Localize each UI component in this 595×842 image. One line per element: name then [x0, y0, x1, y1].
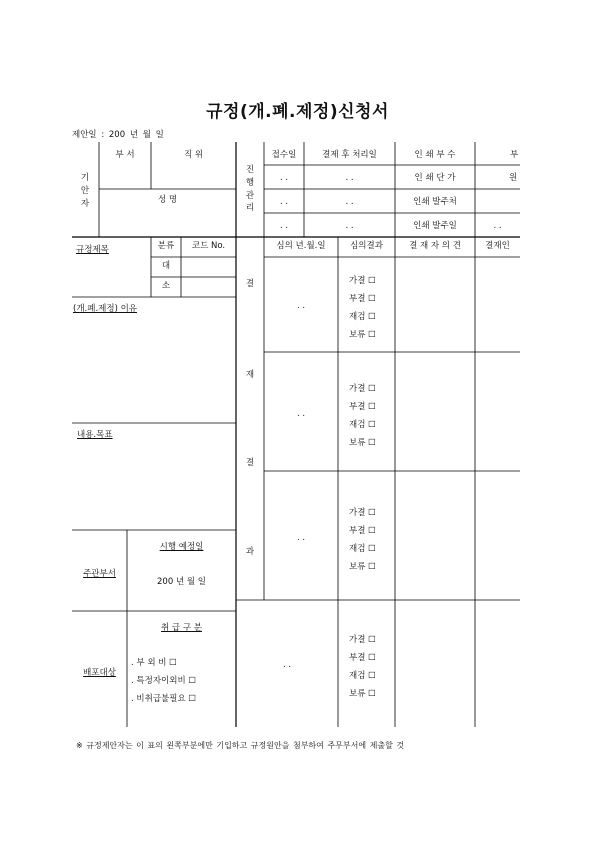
receipt-date-1: . .: [279, 173, 289, 183]
print-vendor-label: 인쇄 발주처: [413, 197, 457, 207]
review-date-4: . .: [282, 660, 292, 670]
result-hold[interactable]: 보류 ☐: [349, 330, 376, 340]
content-goal-label: 내용.목표: [77, 430, 113, 440]
name-label: 성 명: [157, 195, 178, 205]
result-pass[interactable]: 가결 ☐: [349, 384, 376, 394]
review-result-block-2: [349, 380, 376, 452]
reason-label: (개.폐.제정) 이유: [73, 304, 138, 314]
review-result-label: 심의결과: [350, 241, 383, 251]
print-copies-label: 인 쇄 부 수: [414, 150, 456, 160]
form-title: 규정(개.폐.제정)신청서: [206, 102, 389, 122]
position-label: 직 위: [183, 150, 204, 160]
post-approval-date-2: . .: [345, 197, 354, 207]
proposal-date: 제안일 : 200 년 월 일: [72, 130, 164, 140]
receipt-date-2: . .: [279, 197, 289, 207]
result-review-again[interactable]: 재검 ☐: [349, 544, 376, 554]
result-pass[interactable]: 가결 ☐: [349, 508, 376, 518]
review-date-1: . .: [296, 301, 306, 311]
review-result-block-1: [349, 272, 376, 344]
print-order-date-value: . .: [493, 221, 502, 231]
approver-opinion-label: 결 재 자 의 견: [409, 241, 461, 251]
handling-option-1: . 부 외 비 ☐: [131, 658, 177, 668]
print-unit-price-unit: 원: [509, 173, 518, 183]
review-result-block-4: [349, 631, 376, 703]
department-label: 주관부서: [83, 569, 116, 579]
rule-title-label: 규정제목: [76, 245, 109, 255]
print-unit-price-label: 인 쇄 단 가: [414, 173, 456, 183]
result-reject[interactable]: 부결 ☐: [349, 526, 376, 536]
result-review-again[interactable]: 재검 ☐: [349, 312, 376, 322]
post-approval-date-1: . .: [345, 173, 354, 183]
receipt-date-label: 접수일: [271, 150, 297, 160]
result-pass[interactable]: 가결 ☐: [349, 635, 376, 645]
result-reject[interactable]: 부결 ☐: [349, 294, 376, 304]
approver-label: 결재인: [485, 241, 510, 251]
footnote: ※ 규정제안자는 이 표의 왼쪽부분에만 기입하고 규정원안을 첨부하여 주무부서에 제출할 것: [76, 741, 405, 750]
result-hold[interactable]: 보류 ☐: [349, 438, 376, 448]
effective-date-value: 200 년 월 일: [157, 577, 206, 587]
result-reject[interactable]: 부결 ☐: [349, 653, 376, 663]
minor-category-label: 소: [161, 281, 171, 291]
dept-label: 부 서: [115, 150, 135, 160]
code-label: 코드 No.: [191, 241, 226, 251]
handling-option-3: . 비취급불필요 ☐: [131, 694, 196, 704]
handling-option-2: . 특정자이외비 ☐: [131, 676, 196, 686]
major-category-label: 대: [161, 261, 171, 271]
post-approval-date-3: . .: [345, 221, 354, 231]
review-date-2: . .: [296, 409, 306, 419]
effective-date-label: 시행 예정일: [159, 542, 204, 552]
print-order-date-label: 인쇄 발주일: [413, 221, 457, 231]
proposer-label: 기 안 자: [80, 173, 90, 209]
approval-result-label: 결 재 결 과: [245, 279, 255, 557]
result-hold[interactable]: 보류 ☐: [349, 562, 376, 572]
progress-label: 진 행 관 리: [245, 165, 255, 214]
result-hold[interactable]: 보류 ☐: [349, 689, 376, 699]
review-result-block-3: [349, 504, 376, 576]
result-review-again[interactable]: 재검 ☐: [349, 671, 376, 681]
result-review-again[interactable]: 재검 ☐: [349, 420, 376, 430]
post-approval-label: 결제 후 처리일: [322, 150, 377, 160]
distribution-label: 배포대상: [83, 668, 116, 678]
receipt-date-3: . .: [279, 221, 289, 231]
category-label: 분류: [157, 241, 175, 251]
result-reject[interactable]: 부결 ☐: [349, 402, 376, 412]
review-date-3: . .: [296, 533, 306, 543]
review-date-label: 심의 년.월.일: [276, 241, 326, 251]
handling-label: 취 급 구 분: [161, 623, 202, 633]
print-copies-unit: 부: [510, 150, 519, 160]
result-pass[interactable]: 가결 ☐: [349, 276, 376, 286]
